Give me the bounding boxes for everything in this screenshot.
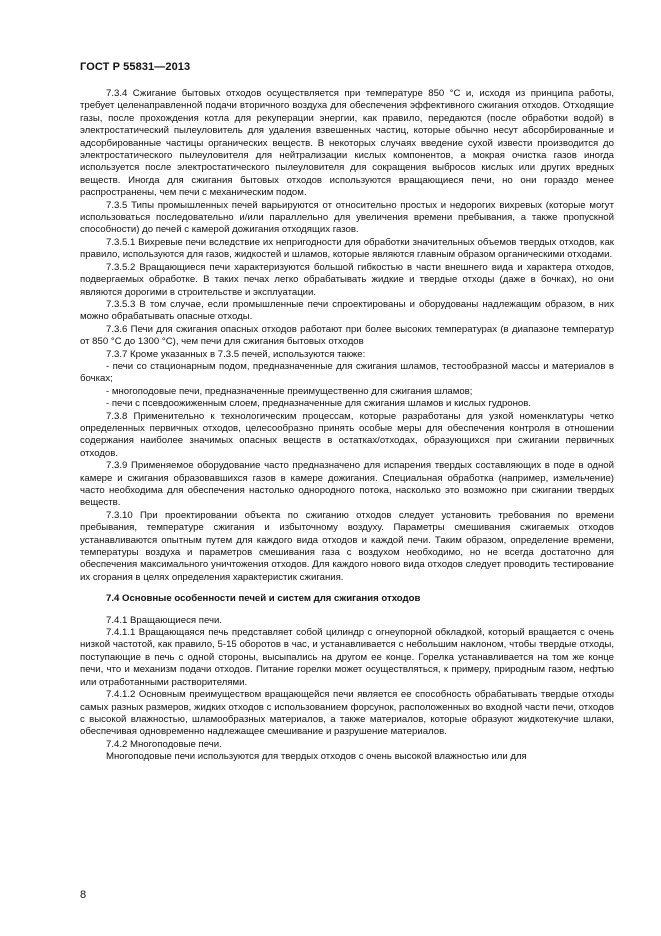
paragraph: 7.4.1 Вращающиеся печи. (106, 614, 222, 626)
document-header: ГОСТ Р 55831—2013 (80, 61, 191, 73)
paragraph: Многоподовые печи используются для твердых отходов с очень высокой влажностью или для (106, 751, 527, 763)
paragraph: 7.4.1.1 Вращающаяся печь представляет собой цилиндр с огнеупорной обкладкой, который вращается с очень низкой частотой, как правило, 5-15 оборотов в час, и устанавливается с небольшим наклоном, чтобы твердые отходы, поступающие в печь с одной стороны, высыпались на другом ее конце. Горелка устанавливается на том же конце печи, что и механизм подачи отходов. Питание горелки может осуществляться, к примеру, природным газом, нефтью или отработанными растворителями. (80, 627, 614, 688)
list-item: - многоподовые печи, предназначенные преимущественно для сжигания шламов; (106, 385, 473, 397)
paragraph: 7.3.5.3 В том случае, если промышленные печи спроектированы и оборудованы надлежащим образом, в них можно обрабатывать опасные отходы. (80, 298, 614, 323)
page-number: 8 (80, 889, 87, 901)
section-heading: 7.4 Основные особенности печей и систем для сжигания отходов (106, 593, 421, 605)
paragraph: 7.3.6 Печи для сжигания опасных отходов работают при более высоких температурах (в диапазоне температур от 850 °С до 1300 °С), чем печи для сжигания бытовых отходов (80, 323, 614, 348)
list-item: - печи со стационарным подом, предназначенные для сжигания шламов, тестообразной массы и материалов в бочках; (80, 360, 614, 385)
paragraph: 7.3.8 Применительно к технологическим процессам, которые разработаны для узкой номенклатуры четко определенных первичных отходов, целесообразно принять особые меры для обеспечения контроля в отношении содержания наиболее значимых опасных веществ в остатках/отходах, образующихся при сжигании первичных отходов. (80, 410, 614, 459)
document-body (80, 88, 614, 764)
paragraph: 7.3.10 При проектировании объекта по сжиганию отходов следует установить требования по времени пребывания, температуре сжигания и избыточному воздуху. Параметры смешивания сжигаемых отходов устанавливаются опытным путем для каждого вида отходов и каждой печи. Таким образом, определение времени, температуры воздуха и параметров смешивания газа с воздухом необходимо, но не всегда достаточно для обеспечения максимального уничтожения отходов. Для каждого нового вида отходов следует проводить тестирование их сгорания в целях определения характеристик сжигания. (80, 509, 614, 583)
paragraph: 7.3.5.2 Вращающиеся печи характеризуются большой гибкостью в части внешнего вида и характера отходов, подвергаемых обработке. В таких печах легко обрабатывать жидкие и твердые отходы (даже в бочках), но они являются дорогими в строительстве и эксплуатации. (80, 261, 614, 298)
paragraph: 7.3.9 Применяемое оборудование часто предназначено для испарения твердых составляющих в поде в одной камере и сжигания образовавшихся газов в камере дожигания. Специальная обработка (например, измельчение) часто необходима для обеспечения настолько однородного потока, насколько это возможно при сжигании твердых веществ. (80, 460, 614, 509)
paragraph: 7.4.2 Многоподовые печи. (106, 738, 222, 750)
paragraph: 7.4.1.2 Основным преимуществом вращающейся печи является ее способность обрабатывать твердые отходы самых разных размеров, жидких отходов с использованием форсунок, расположенных во входной части печи, отходов с высокой влажностью, шламообразных материалов, а также материалов, которые образуют жидкотекучие шлаки, обеспечивая одновременно надлежащее смешивание и разрушение материалов. (80, 689, 614, 738)
list-item: - печи с псевдоожиженным слоем, предназначенные для сжигания шламов и кислых гудронов. (106, 398, 532, 410)
paragraph: 7.3.4 Сжигание бытовых отходов осуществляется при температуре 850 °С и, исходя из принципа работы, требует целенаправленной подачи вторичного воздуха для обеспечения эффективного сжигания отходов. Отходящие газы, после прохождения котла для рекуперации энергии, как правило, передаются (после обработки водой) в электростатический пылеуловитель для удаления взвешенных частиц, которые обычно несут абсорбированные и адсорбированные частицы органических веществ. В некоторых случаях введение сухой извести производится до электростатического пылеуловителя для нейтрализации кислых компонентов, а мокрая очистка газов иногда используется после электростатического пылеуловителя для сокращения выбросов кислых или других вредных веществ. Иногда для сжигания бытовых отходов используются вращающиеся печи, но они гораздо менее распространены, чем печи с механическим подом. (80, 88, 614, 199)
paragraph: 7.3.7 Кроме указанных в 7.3.5 печей, используются также: (106, 348, 366, 360)
paragraph: 7.3.5 Типы промышленных печей варьируются от относительно простых и недорогих вихревых (которые могут использоваться последовательно и/или параллельно для увеличения времени пребывания, а также пропускной способности) до печей с камерой дожигания отходящих газов. (80, 199, 614, 236)
paragraph: 7.3.5.1 Вихревые печи вследствие их непригодности для обработки значительных объемов твердых отходов, как правило, используются для газов, жидкостей и шламов, которые являются главным образом органическими отходами. (80, 236, 614, 261)
